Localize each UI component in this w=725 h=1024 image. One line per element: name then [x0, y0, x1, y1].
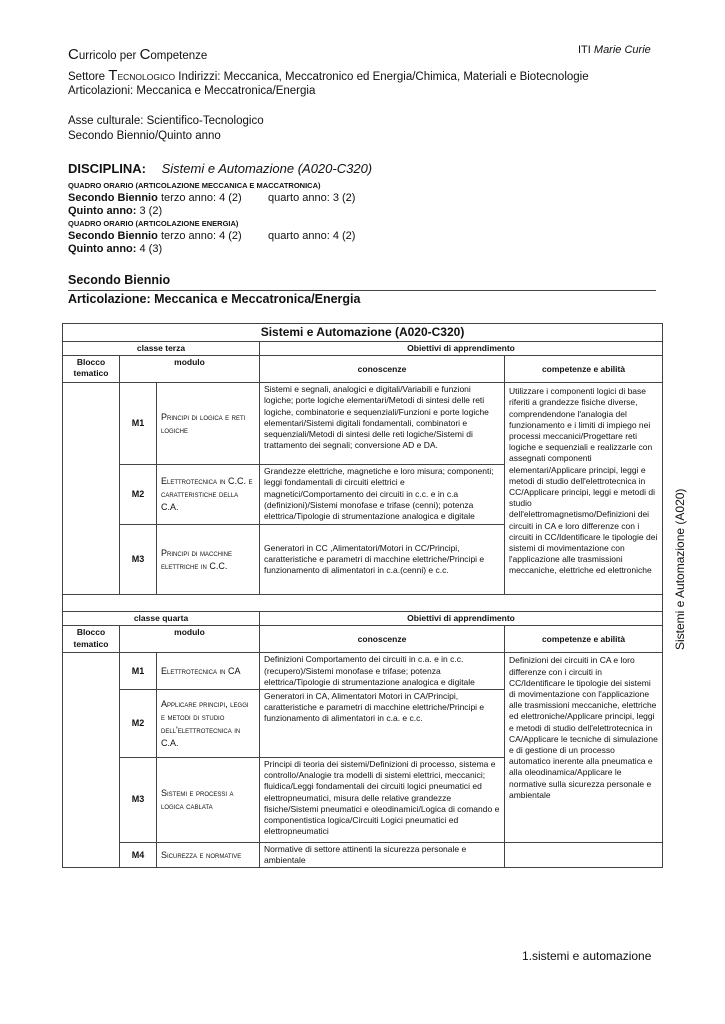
obiettivi-quarta: Obiettivi di apprendimento: [260, 612, 663, 626]
module-name-text: Principi di logica e reti logiche: [161, 411, 246, 435]
col-conoscenze: conoscenze: [260, 356, 505, 383]
spacer-row: [63, 595, 663, 612]
col-modulo: modulo: [120, 356, 260, 383]
module-name-text: Applicare principi, leggi e metodi di studio dell'elettrotecnica in C.A.: [161, 698, 249, 748]
quadro1-quinto: [68, 205, 162, 217]
settore-prefix: Settore: [68, 71, 109, 83]
module-name: [157, 525, 260, 595]
title-part: urricolo per: [78, 50, 140, 62]
col-modulo: modulo: [120, 626, 260, 653]
col-competenze: competenze e abilità: [505, 356, 663, 383]
biennio-line: Secondo Biennio/Quinto anno: [68, 130, 221, 142]
col-blocco: Blocco tematico: [63, 626, 120, 653]
col-blocco: Blocco tematico: [63, 356, 120, 383]
terza-col-header-row: [63, 356, 663, 383]
col-competenze: competenze e abilità: [505, 626, 663, 653]
module-name: [157, 383, 260, 465]
table-row: [63, 383, 663, 465]
quadro1-terzo: terzo anno: 4 (2): [161, 192, 242, 204]
quadro2-quinto: [68, 243, 162, 255]
module-name-text: Sicurezza e normative: [161, 849, 242, 860]
disciplina-heading: [68, 161, 372, 176]
conoscenze-cell: Normative di settore attinenti la sicurezza personale e ambientale: [260, 843, 505, 868]
module-code: M3: [120, 525, 157, 595]
module-code: M1: [120, 383, 157, 465]
quadro1-quinto-val: 3 (2): [136, 205, 163, 217]
settore-initial: T: [108, 67, 118, 84]
quadro1-quinto-label: Quinto anno:: [68, 205, 137, 217]
school-prefix: ITI: [578, 44, 591, 56]
side-label: [673, 488, 703, 650]
quadro2-title: QUADRO ORARIO (ARTICOLAZIONE ENERGIA): [68, 219, 239, 228]
disciplina-label: DISCIPLINA:: [68, 161, 146, 176]
conoscenze-cell: Sistemi e segnali, analogici e digitali/Variabili e funzioni logiche; porte logiche elementari/Metodi di sintesi delle reti logiche, combinatorie e sequenziali/Funzioni e porte logiche elementari/Sistemi digitali fondamentali, combinatori e sequenziali/Metodi di sintesi delle reti logiche/Sistemi di trattamento dei segnali; conversione AD e DA.: [260, 383, 505, 465]
quadro2-biennio: Secondo Biennio: [68, 230, 158, 242]
quadro2-quinto-label: Quinto anno:: [68, 243, 137, 255]
blocco-cell: [63, 653, 120, 868]
obiettivi-terza: Obiettivi di apprendimento: [260, 342, 663, 356]
title-initial-c: C: [68, 46, 79, 63]
module-name: [157, 843, 260, 868]
module-code: M4: [120, 843, 157, 868]
title-initial-c2: C: [139, 46, 151, 63]
table-title-row: [63, 324, 663, 342]
quadro2-quinto-val: 4 (3): [136, 243, 163, 255]
spacer-cell: [63, 595, 663, 612]
quarta-header-row: [63, 612, 663, 626]
disciplina-name: Sistemi e Automazione (A020-C320): [161, 161, 373, 176]
asse-line: Asse culturale: Scientifico-Tecnologico: [68, 115, 264, 127]
settore-caps: ECNOLOGICO: [117, 72, 176, 82]
blocco-cell: [63, 383, 120, 595]
table-row: [63, 653, 663, 690]
module-code: M2: [120, 690, 157, 758]
module-code: M1: [120, 653, 157, 690]
quadro1-biennio: Secondo Biennio: [68, 192, 158, 204]
section-rule: [68, 290, 656, 291]
classe-quarta: classe quarta: [63, 612, 260, 626]
school-name-italic: Marie Curie: [593, 44, 651, 56]
quadro2-row: [68, 230, 368, 244]
page-footer: 1.sistemi e automazione: [522, 949, 652, 963]
settore-rest: Indirizzi: Meccanica, Meccatronico ed Energia/Chimica, Materiali e Biotecnologie: [175, 71, 589, 83]
module-name: [157, 465, 260, 525]
school-name: [578, 44, 651, 56]
competenze-cell: Definizioni dei circuiti in CA e loro differenze con i circuiti in CC/Identificare le tipologie dei sistemi di movimentazione con l'applicazione alle trasmissioni meccaniche, elettriche ed elettroniche/Applicare principi, leggi e metodi di studio dell'elettrotecnica in CA/Applicare le tecniche di simulazione e di gestione di un processo automatico inerente alla pneumatica e alla oleodinamica/Applicare le normative sulla sicurezza personale e ambientale: [505, 653, 663, 843]
module-name: [157, 758, 260, 843]
module-name-text: Elettrotecnica in CA: [161, 665, 241, 676]
module-name: [157, 653, 260, 690]
title-part2: ompetenze: [150, 50, 208, 62]
articolazioni-line: Articolazioni: Meccanica e Meccatronica/Energia: [68, 85, 316, 97]
module-code: M3: [120, 758, 157, 843]
conoscenze-cell: Generatori in CC ,Alimentatori/Motori in CC/Principi, caratteristiche e parametri di macchine elettriche/Principi e funzionamento di alimentatori in c.a.(cenni) e c.c.: [260, 525, 505, 595]
terza-header-row: [63, 342, 663, 356]
section-heading-biennio: Secondo Biennio: [68, 273, 171, 287]
module-code: M2: [120, 465, 157, 525]
conoscenze-cell: Principi di teoria dei sistemi/Definizioni di processo, sistema e controllo/Analogie tra modelli di sistemi elettrici, meccanici; fluidica/Leggi fondamentali dei circuiti logici pneumatici ed elettropneumatici, misura delle relative grandezze fisiche/Sistemi pneumatici e oleodinamici/Logica di comando e componentistica logica/Circuiti Logici pneumatici ed elettropneumatici: [260, 758, 505, 843]
module-name-text: Principi di macchine elettriche in C.C.: [161, 547, 233, 571]
module-name: [157, 690, 260, 758]
quadro2-terzo: terzo anno: 4 (2): [161, 230, 242, 242]
page-title: [68, 46, 207, 63]
module-name-text: Sistemi e processi a logica cablata: [161, 788, 234, 812]
table-title: Sistemi e Automazione (A020-C320): [63, 324, 663, 342]
col-conoscenze: conoscenze: [260, 626, 505, 653]
settore-line: [68, 68, 589, 85]
side-label-text: Sistemi e Automazione (A020): [673, 488, 687, 650]
conoscenze-cell: Generatori in CA, Alimentatori Motori in CA/Principi, caratteristiche e parametri di macchine elettriche/Principi e funzionamento di alimentatori in c.a. e c.c.: [260, 690, 505, 758]
conoscenze-cell: Definizioni Comportamento dei circuiti in c.a. e in c.c.(recupero)/Sistemi monofase e trifase; potenza elettrica/Tipologie di strumentazione analogica e digitale: [260, 653, 505, 690]
curriculum-table: [62, 323, 663, 868]
section-heading-articolazione: Articolazione: Meccanica e Meccatronica/Energia: [68, 292, 361, 306]
quadro1-title: QUADRO ORARIO (ARTICOLAZIONE MECCANICA E MACCATRONICA): [68, 181, 321, 190]
classe-terza: classe terza: [63, 342, 260, 356]
competenze-empty-cell: [505, 843, 663, 868]
competenze-cell: Utilizzare i componenti logici di base riferiti a grandezze fisiche diverse, comprendendone l'analogia del funzionamento e i limiti di impiego nei processi meccanici/Progettare reti logiche e sequenziali e realizzarle con assegnati componenti elementari/Applicare principi, leggi e metodi di studio dell'elettrotecnica in CC/Applicare principi, leggi e metodi di studio dell'elettromagnetismo/Definizioni dei circuiti in CA e loro differenze con i circuiti in CC/Identificare le tipologie dei sistemi di movimentazione con l'applicazione alle trasmissioni meccaniche, elettriche ed elettroniche: [505, 383, 663, 595]
conoscenze-cell: Grandezze elettriche, magnetiche e loro misura; componenti; leggi fondamentali di circuiti elettrici e magnetici/Comportamento dei circuiti in c.c. e in c.a (definizioni)/Sistemi monofase e trifase (cenni); potenza elettrica/Tipologie di strumentazione analogica e digitale: [260, 465, 505, 525]
table-row: [63, 843, 663, 868]
quarta-col-header-row: [63, 626, 663, 653]
module-name-text: Elettrotecnica in C.C. e caratteristiche della C.A.: [161, 476, 253, 513]
quadro1-row: [68, 192, 368, 206]
quadro2-quarto: quarto anno: 4 (2): [268, 230, 356, 242]
quadro1-quarto: quarto anno: 3 (2): [268, 192, 356, 204]
